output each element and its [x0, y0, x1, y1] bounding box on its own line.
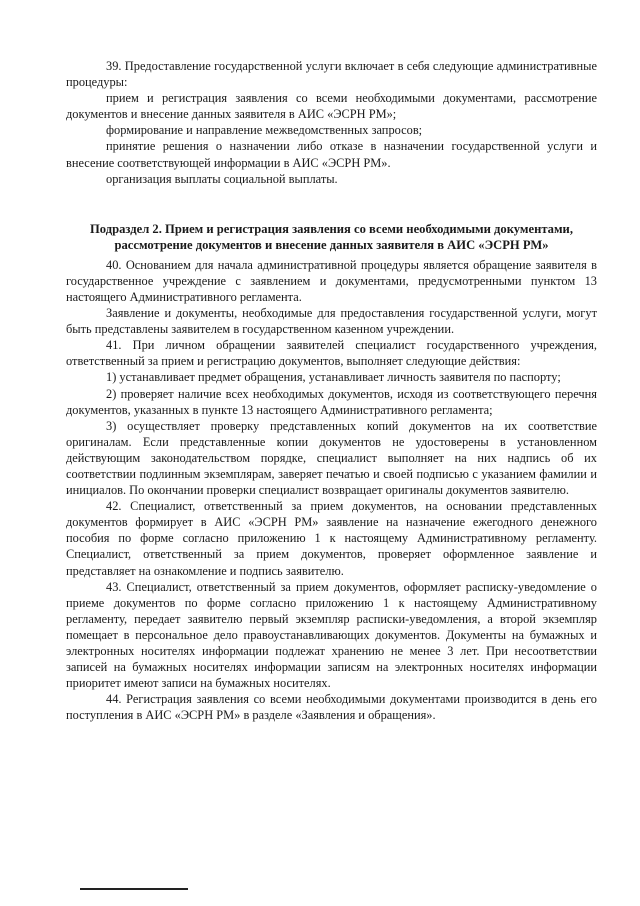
- paragraph-documents: Заявление и документы, необходимые для предоставления государственной услуги, могут быть представлены заявителем в государственном казенном учреждении.: [66, 306, 597, 337]
- paragraph-41: 41. При личном обращении заявителей специалист государственного учреждения, ответственный за прием и регистрацию документов, выполняет следующие действия:: [66, 338, 597, 369]
- paragraph-39: 39. Предоставление государственной услуги включает в себя следующие административные процедуры:: [66, 59, 597, 90]
- document-page: [66, 58, 597, 723]
- paragraph-42: 42. Специалист, ответственный за прием документов, на основании представленных документов формирует в АИС «ЭСРН РМ» заявление на назначение ежегодного денежного пособия по форме согласно приложению 1 к настоящему Административному регламенту. Специалист, ответственный за прием документов, проверяет оформленное заявление и представляет на ознакомление и подпись заявителю.: [66, 499, 597, 578]
- paragraph-43: 43. Специалист, ответственный за прием документов, оформляет расписку-уведомление о приеме документов по форме согласно приложению 1 к настоящему Административному регламенту, передает заявителю первый экземпляр расписки-уведомления, а второй экземпляр помещает в персональное дело правоустанавливающих документов. Документы на бумажных и электронных носителях информации подлежат хранению не менее 3 лет. При несоответствии записей на бумажных носителях информации записям на электронных носителях информации приоритет имеют записи на бумажных носителях.: [66, 579, 597, 691]
- subsection-heading: Подраздел 2. Прием и регистрация заявления со всеми необходимыми документами, рассмотрение документов и внесение данных заявителя в АИС «ЭСРН РМ»: [90, 221, 573, 253]
- list-item-decision: принятие решения о назначении либо отказе в назначении государственной услуги и внесение соответствующей информации в АИС «ЭСРН РМ».: [66, 139, 597, 170]
- list-item-payment: организация выплаты социальной выплаты.: [106, 171, 338, 186]
- paragraph-44: 44. Регистрация заявления со всеми необходимыми документами производится в день его поступления в АИС «ЭСРН РМ» в разделе «Заявления и обращения».: [66, 692, 597, 723]
- list-item-1: 1) устанавливает предмет обращения, устанавливает личность заявителя по паспорту;: [106, 370, 561, 385]
- list-item-requests: формирование и направление межведомственных запросов;: [106, 123, 423, 138]
- list-item-2: 2) проверяет наличие всех необходимых документов, исходя из соответствующего перечня документов, указанных в пункте 13 настоящего Административного регламента;: [66, 386, 597, 417]
- paragraph-40: 40. Основанием для начала административной процедуры является обращение заявителя в государственное учреждение с заявлением и документами, предусмотренными пунктом 13 настоящего Административного регламента.: [66, 257, 597, 304]
- list-item-reception: прием и регистрация заявления со всеми необходимыми документами, рассмотрение документов и внесение данных заявителя в АИС «ЭСРН РМ»;: [66, 91, 597, 122]
- list-item-3: 3) осуществляет проверку представленных копий документов на их соответствие оригиналам. Если представленные копии документов не удостоверены в установленном действующим законодательством порядке, специалист выполняет на них надпись об их соответствии подлинным экземплярам, заверяет печатью и своей подписью с указанием фамилии и инициалов. По окончании проверки специалист возвращает оригиналы документов заявителю.: [66, 418, 597, 498]
- footer-divider: [80, 888, 188, 890]
